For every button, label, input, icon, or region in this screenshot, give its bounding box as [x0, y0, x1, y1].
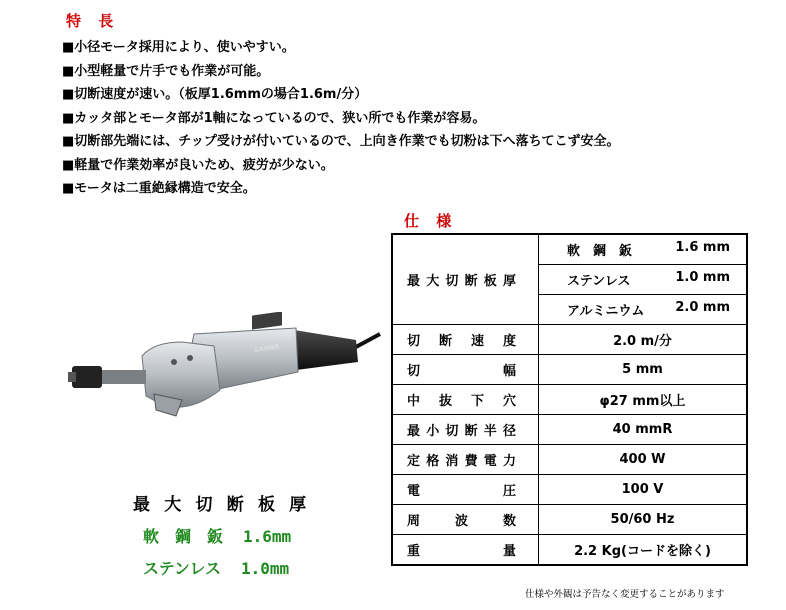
feature-item: ■切断部先端には、チップ受けが付いているので、上向き作業でも切粉は下へ落ちてこず安全。: [62, 134, 620, 149]
table-row: [392, 475, 747, 505]
caption-material: ステンレス: [143, 559, 222, 578]
spec-label-max-cut: [392, 234, 539, 325]
power-cord: [354, 334, 380, 348]
label-char: 断: [464, 274, 478, 289]
cutter-shaft: [98, 370, 146, 384]
spec-label: 周 波 数: [392, 505, 539, 535]
screw-icon: [171, 359, 177, 365]
feature-item: ■小型軽量で片手でも作業が可能。: [62, 63, 270, 79]
label-char: 大: [426, 274, 440, 289]
spec-heading: 仕 様: [404, 212, 458, 230]
table-row: [392, 234, 747, 265]
table-row: [392, 535, 747, 566]
label-char: 切: [445, 274, 459, 289]
material-value: 1.0 mm: [675, 270, 730, 285]
rear-grip: [294, 330, 358, 370]
feature-item: ■モータは二重絶縁構造で安全。: [62, 181, 256, 196]
spec-label: 定 格 消 費 電 力: [392, 445, 539, 475]
spec-sub-cell: [539, 295, 748, 325]
spec-label: 最 小 切 断 半 径: [392, 415, 539, 445]
feature-item: ■小径モータ採用により、使いやすい。: [62, 40, 295, 55]
spec-value: φ27 mm以上: [539, 385, 748, 415]
spec-value: 2.0 m/分: [539, 325, 748, 355]
spec-value: 50/60 Hz: [539, 505, 748, 535]
cutter-edge: [68, 372, 76, 382]
spec-value: 2.2 Kg(コードを除く): [539, 535, 748, 566]
spec-value: 5 mm: [539, 355, 748, 385]
label-char: 板: [483, 274, 497, 289]
caption-material: 軟 鋼 鈑: [143, 527, 224, 546]
cutter-tip: [72, 366, 102, 388]
brand-label: SANWA: [254, 343, 280, 355]
spec-label: 中 抜 下 穴: [392, 385, 539, 415]
table-row: [392, 385, 747, 415]
table-row: [392, 445, 747, 475]
feature-item: ■軽量で作業効率が良いため、疲労が少ない。: [62, 157, 334, 173]
caption-line-stainless: [143, 556, 289, 579]
label-char: 厚: [502, 274, 516, 289]
material-value: 1.6 mm: [675, 240, 730, 255]
spec-sub-cell: [539, 234, 748, 265]
feature-item: ■カッタ部とモータ部が1軸になっているので、狭い所でも作業が容易。: [62, 110, 486, 126]
spec-label: 重 量: [392, 535, 539, 566]
label-char: 最: [407, 274, 421, 289]
material-value: 2.0 mm: [675, 300, 730, 315]
caption-title: 最 大 切 断 板 厚: [133, 495, 309, 515]
spec-value: 100 V: [539, 475, 748, 505]
product-photo: [64, 312, 382, 432]
caption-value: 1.0mm: [241, 559, 290, 578]
features-list: [62, 36, 620, 201]
table-row: [392, 415, 747, 445]
head-housing: [142, 342, 220, 407]
material-name: アルミニウム: [567, 304, 645, 319]
caption-line-mild-steel: [143, 524, 291, 547]
feature-item: ■切断速度が速い。（板厚1.6mmの場合1.6m/分）: [62, 87, 368, 102]
screw-icon: [187, 355, 193, 361]
spec-sub-cell: [539, 265, 748, 295]
spec-value: 400 W: [539, 445, 748, 475]
table-row: [392, 325, 747, 355]
spec-label: 電 圧: [392, 475, 539, 505]
spec-label: 切 幅: [392, 355, 539, 385]
features-heading: 特 長: [66, 12, 120, 30]
spec-note: 仕様や外観は予告なく変更することがあります: [525, 589, 725, 600]
spec-value: 40 mmR: [539, 415, 748, 445]
table-row: [392, 355, 747, 385]
material-name: 軟 鋼 鈑: [567, 244, 633, 259]
spec-table: [391, 233, 748, 566]
table-row: [392, 505, 747, 535]
caption-value: 1.6mm: [243, 527, 292, 546]
spec-label: 切 断 速 度: [392, 325, 539, 355]
material-name: ステンレス: [567, 274, 631, 289]
